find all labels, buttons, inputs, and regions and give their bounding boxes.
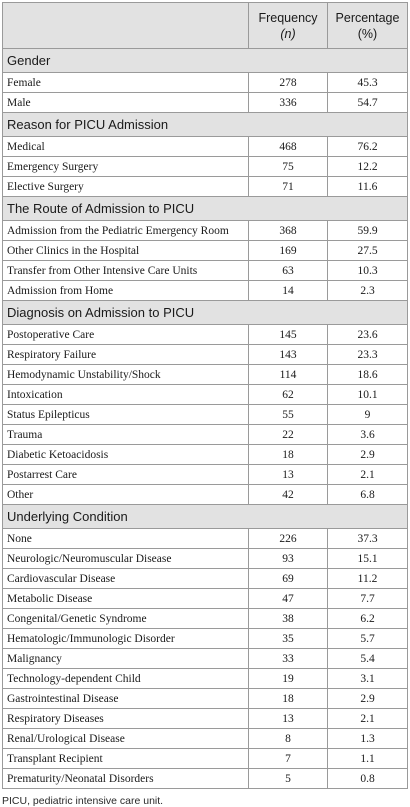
header-frequency	[249, 3, 328, 49]
row-frequency: 33	[249, 649, 328, 669]
table-header	[3, 3, 408, 49]
row-percentage: 2.1	[328, 465, 408, 485]
table-row	[3, 729, 408, 749]
row-label: Hematologic/Immunologic Disorder	[3, 629, 249, 649]
row-frequency: 278	[249, 73, 328, 93]
table-footnote: PICU, pediatric intensive care unit.	[2, 795, 164, 807]
row-frequency: 336	[249, 93, 328, 113]
row-percentage: 76.2	[328, 137, 408, 157]
section-title: Reason for PICU Admission	[3, 113, 408, 137]
table-body	[3, 49, 408, 789]
section-title: Gender	[3, 49, 408, 73]
row-frequency: 75	[249, 157, 328, 177]
row-frequency: 35	[249, 629, 328, 649]
row-frequency: 468	[249, 137, 328, 157]
row-label: Male	[3, 93, 249, 113]
row-label: Trauma	[3, 425, 249, 445]
row-percentage: 37.3	[328, 529, 408, 549]
table-row	[3, 73, 408, 93]
row-frequency: 114	[249, 365, 328, 385]
table-row	[3, 749, 408, 769]
row-frequency: 143	[249, 345, 328, 365]
table-row	[3, 425, 408, 445]
header-percentage	[328, 3, 408, 49]
section-title: Underlying Condition	[3, 505, 408, 529]
row-frequency: 145	[249, 325, 328, 345]
row-label: None	[3, 529, 249, 549]
table-row	[3, 669, 408, 689]
row-frequency: 47	[249, 589, 328, 609]
table-row	[3, 345, 408, 365]
row-frequency: 69	[249, 569, 328, 589]
row-label: Transplant Recipient	[3, 749, 249, 769]
row-percentage: 3.1	[328, 669, 408, 689]
header-percentage-label: Percentage	[335, 10, 400, 25]
section-title: The Route of Admission to PICU	[3, 197, 408, 221]
row-frequency: 226	[249, 529, 328, 549]
row-percentage: 7.7	[328, 589, 408, 609]
table-row	[3, 221, 408, 241]
row-frequency: 19	[249, 669, 328, 689]
table-row	[3, 569, 408, 589]
table-row	[3, 157, 408, 177]
row-label: Emergency Surgery	[3, 157, 249, 177]
row-frequency: 13	[249, 465, 328, 485]
row-percentage: 6.2	[328, 609, 408, 629]
row-percentage: 10.3	[328, 261, 408, 281]
row-label: Postoperative Care	[3, 325, 249, 345]
section-header-row	[3, 197, 408, 221]
row-percentage: 23.3	[328, 345, 408, 365]
row-label: Admission from the Pediatric Emergency Room	[3, 221, 249, 241]
row-percentage: 1.1	[328, 749, 408, 769]
table-row	[3, 445, 408, 465]
row-frequency: 14	[249, 281, 328, 301]
row-frequency: 71	[249, 177, 328, 197]
row-percentage: 6.8	[328, 485, 408, 505]
row-label: Malignancy	[3, 649, 249, 669]
row-percentage: 27.5	[328, 241, 408, 261]
row-percentage: 3.6	[328, 425, 408, 445]
row-frequency: 93	[249, 549, 328, 569]
row-percentage: 15.1	[328, 549, 408, 569]
table-row	[3, 465, 408, 485]
row-label: Hemodynamic Unstability/Shock	[3, 365, 249, 385]
header-row	[3, 3, 408, 49]
row-percentage: 2.9	[328, 445, 408, 465]
section-title: Diagnosis on Admission to PICU	[3, 301, 408, 325]
row-label: Prematurity/Neonatal Disorders	[3, 769, 249, 789]
row-percentage: 9	[328, 405, 408, 425]
row-percentage: 23.6	[328, 325, 408, 345]
table-row	[3, 649, 408, 669]
row-frequency: 368	[249, 221, 328, 241]
table-row	[3, 385, 408, 405]
header-frequency-label: Frequency	[258, 10, 318, 25]
row-percentage: 2.1	[328, 709, 408, 729]
row-frequency: 62	[249, 385, 328, 405]
row-percentage: 45.3	[328, 73, 408, 93]
table-row	[3, 629, 408, 649]
row-percentage: 5.4	[328, 649, 408, 669]
table-row	[3, 93, 408, 113]
row-frequency: 5	[249, 769, 328, 789]
header-percentage-unit: (%)	[357, 26, 378, 41]
row-percentage: 11.6	[328, 177, 408, 197]
row-label: Postarrest Care	[3, 465, 249, 485]
table-row	[3, 177, 408, 197]
row-label: Diabetic Ketoacidosis	[3, 445, 249, 465]
row-label: Transfer from Other Intensive Care Units	[3, 261, 249, 281]
row-frequency: 13	[249, 709, 328, 729]
table-row	[3, 689, 408, 709]
row-label: Congenital/Genetic Syndrome	[3, 609, 249, 629]
table-row	[3, 241, 408, 261]
row-frequency: 169	[249, 241, 328, 261]
row-percentage: 18.6	[328, 365, 408, 385]
section-header-row	[3, 49, 408, 73]
header-frequency-unit: (n)	[280, 26, 296, 41]
table-row	[3, 405, 408, 425]
row-frequency: 63	[249, 261, 328, 281]
table-row	[3, 261, 408, 281]
table-row	[3, 137, 408, 157]
header-blank-cell	[3, 3, 249, 49]
row-label: Elective Surgery	[3, 177, 249, 197]
row-label: Metabolic Disease	[3, 589, 249, 609]
table-row	[3, 485, 408, 505]
row-percentage: 12.2	[328, 157, 408, 177]
row-percentage: 10.1	[328, 385, 408, 405]
row-frequency: 55	[249, 405, 328, 425]
row-label: Medical	[3, 137, 249, 157]
row-label: Gastrointestinal Disease	[3, 689, 249, 709]
row-percentage: 54.7	[328, 93, 408, 113]
row-frequency: 38	[249, 609, 328, 629]
row-percentage: 0.8	[328, 769, 408, 789]
row-frequency: 42	[249, 485, 328, 505]
row-label: Intoxication	[3, 385, 249, 405]
section-header-row	[3, 505, 408, 529]
row-percentage: 1.3	[328, 729, 408, 749]
row-label: Technology-dependent Child	[3, 669, 249, 689]
section-header-row	[3, 113, 408, 137]
row-percentage: 2.3	[328, 281, 408, 301]
row-label: Cardiovascular Disease	[3, 569, 249, 589]
table-row	[3, 281, 408, 301]
table-row	[3, 589, 408, 609]
row-percentage: 5.7	[328, 629, 408, 649]
table-row	[3, 709, 408, 729]
row-frequency: 8	[249, 729, 328, 749]
table-row	[3, 769, 408, 789]
row-frequency: 18	[249, 689, 328, 709]
row-label: Respiratory Diseases	[3, 709, 249, 729]
row-label: Status Epilepticus	[3, 405, 249, 425]
row-label: Other Clinics in the Hospital	[3, 241, 249, 261]
row-frequency: 22	[249, 425, 328, 445]
data-table	[2, 2, 408, 789]
row-frequency: 18	[249, 445, 328, 465]
row-label: Neurologic/Neuromuscular Disease	[3, 549, 249, 569]
section-header-row	[3, 301, 408, 325]
table-row	[3, 609, 408, 629]
row-percentage: 2.9	[328, 689, 408, 709]
row-label: Respiratory Failure	[3, 345, 249, 365]
row-label: Admission from Home	[3, 281, 249, 301]
table-row	[3, 365, 408, 385]
row-label: Female	[3, 73, 249, 93]
table-row	[3, 325, 408, 345]
row-label: Renal/Urological Disease	[3, 729, 249, 749]
row-frequency: 7	[249, 749, 328, 769]
row-percentage: 59.9	[328, 221, 408, 241]
row-percentage: 11.2	[328, 569, 408, 589]
row-label: Other	[3, 485, 249, 505]
table-row	[3, 529, 408, 549]
table-row	[3, 549, 408, 569]
